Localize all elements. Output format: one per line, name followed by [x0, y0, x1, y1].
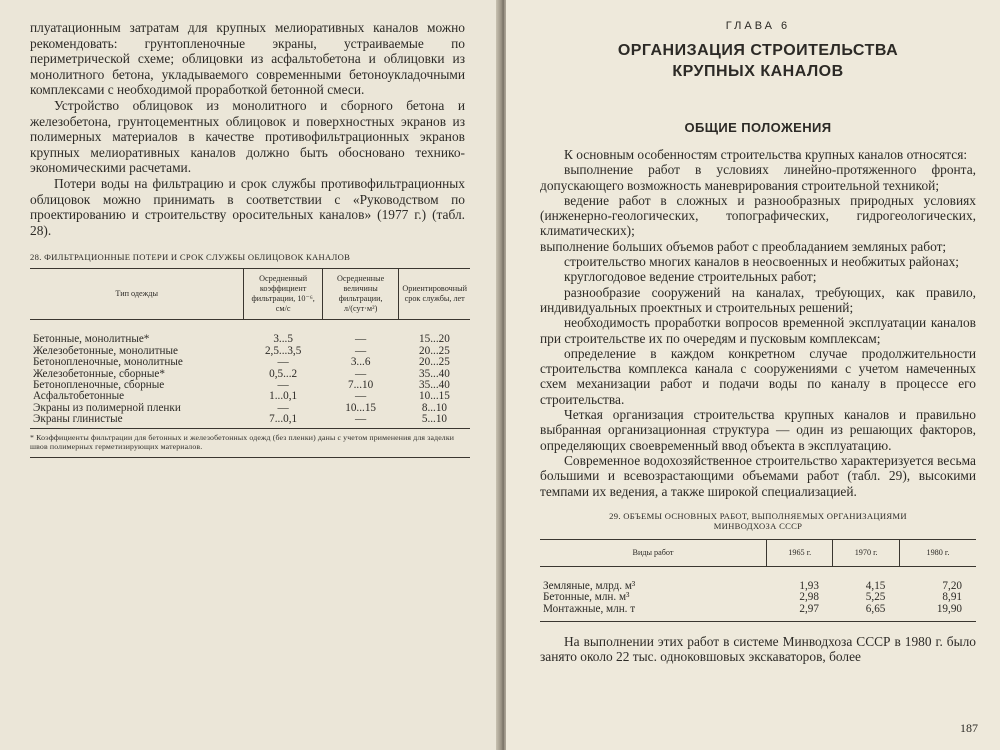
table-row	[30, 357, 470, 368]
table-cell: 7,20	[942, 579, 962, 592]
table-cell: —	[355, 367, 367, 380]
table-cell: 2,97	[799, 602, 819, 615]
column-header: Осредненный коэффициент фильтрации, 10⁻⁶, см/с	[244, 269, 322, 320]
paragraph: На выполнении этих работ в системе Минводхоза СССР в 1980 г. было занято около 22 тыс. одноковшовых экскаваторов, более	[540, 634, 976, 665]
paragraph: Потери воды на фильтрацию и срок службы противофильтрационных облицовок можно принимать в соответствии с «Руководством по проектированию и строительству оросительных каналов» (1977 г.) (табл. 28).	[30, 175, 465, 238]
table-cell: 0,5...2	[269, 367, 298, 380]
table-cell: 20...25	[419, 356, 450, 369]
table-cell: Земляные, млрд. м³	[543, 579, 636, 592]
paragraph: Современное водохозяйственное строительство характеризуется весьма большими и всевозрастающими объемами работ (табл. 29), высокими темпами их ведения, а также широкой специализацией.	[540, 452, 976, 499]
paragraph: Устройство облицовок из монолитного и сборного бетона и железобетона, грунтоцементных облицовок и поверхностных экранов из полимерных материалов в качестве противофильтрационных экранов крупных мелиоративных каналов должно быть обосновано технико-экономическими расчетами.	[30, 97, 465, 176]
column-header: Виды работ	[540, 539, 767, 566]
table-cell: 4,15	[865, 579, 886, 592]
column-header: Тип одежды	[30, 269, 244, 320]
list-paragraph: необходимость проработки вопросов временной эксплуатации каналов при строительстве их по очередям и пусковым комплексам;	[540, 315, 976, 346]
page-number: 187	[960, 721, 978, 735]
list-paragraph: ведение работ в сложных и разнообразных природных условиях (инженерно-геологических, топографических, гидрогеологических, климатических);	[540, 192, 976, 239]
right-page	[506, 0, 1000, 750]
table-cell: Бетонные, монолитные*	[33, 333, 150, 346]
column-header: 1965 г.	[767, 539, 833, 566]
table-28-footnote: * Коэффициенты фильтрации для бетонных и железобетонных одежд (без пленки) даны с учетом применения для заделки швов полимерных герметизирующих материалов.	[30, 428, 470, 451]
column-header: Осредненные величины фильтрации, л/(сут·м²)	[322, 269, 399, 320]
column-header: 1970 г.	[833, 539, 899, 566]
table-cell: 7...10	[348, 378, 374, 391]
table-row	[540, 566, 976, 592]
table-cell: 5...10	[421, 413, 448, 426]
table-cell: 8...10	[421, 401, 448, 414]
table-cell: 3...6	[350, 356, 371, 369]
table-cell: —	[277, 378, 289, 391]
table-cell: 10...15	[419, 390, 450, 403]
table-row	[540, 592, 976, 603]
table-header-row	[30, 269, 470, 320]
table-cell: 2,98	[799, 591, 819, 604]
table-cell: 20...25	[419, 344, 450, 357]
column-header: 1980 г.	[899, 539, 976, 566]
table-row	[30, 414, 470, 427]
table-cell: —	[355, 390, 367, 403]
table-cell: 1...0,1	[269, 390, 298, 403]
table-28	[30, 268, 470, 427]
list-paragraph: выполнение больших объемов работ с преобладанием земляных работ;	[540, 238, 947, 254]
list-paragraph: определение в каждом конкретном случае продолжительности строительства комплекса канала с сооружениями с учетом намеченных схем механизации работ и подачи воды по каналу в процессе его строительства.	[540, 345, 976, 407]
table-cell: 8,91	[942, 591, 962, 604]
table-cell: —	[355, 344, 367, 357]
list-paragraph: круглогодовое ведение строительных работ;	[564, 269, 817, 285]
table-header-row	[540, 539, 976, 566]
table-cell: —	[355, 333, 367, 346]
list-paragraph: строительство многих каналов в неосвоенных и необжитых районах;	[564, 254, 960, 270]
paragraph: Четкая организация строительства крупных каналов и правильно выбранная организационная структура — один из решающих факторов, определяющих своевременный ввод объекта в эксплуатацию.	[540, 407, 976, 453]
table-cell: Бетонные, млн. м³	[543, 591, 630, 604]
table-cell: 3...5	[273, 333, 293, 346]
table-cell: Бетонопленочные, сборные	[33, 378, 165, 391]
list-paragraph: разнообразие сооружений на каналах, требующих, как правило, индивидуальных проектных и строительных решений;	[540, 284, 976, 315]
table-cell: 7...0,1	[269, 413, 298, 426]
table-cell: 19,90	[936, 602, 962, 615]
table-cell: Монтажные, млн. т	[543, 602, 636, 615]
table-cell: 6,65	[865, 602, 886, 615]
table-cell: 1,93	[799, 579, 819, 592]
chapter-label: ГЛАВА 6	[725, 20, 791, 32]
table-cell: Экраны глинистые	[33, 413, 123, 426]
paragraph: К основным особенностям строительства крупных каналов относятся:	[564, 147, 968, 162]
section-title: ОБЩИЕ ПОЛОЖЕНИЯ	[684, 120, 832, 135]
table-cell: 15...20	[419, 333, 450, 346]
table-29-caption	[540, 511, 976, 531]
table-cell: —	[277, 401, 289, 414]
table-cell: 35...40	[419, 367, 450, 380]
table-cell: Железобетонные, монолитные	[33, 344, 178, 357]
chapter-title-line: ОРГАНИЗАЦИЯ СТРОИТЕЛЬСТВА	[617, 42, 899, 59]
table-cell: Экраны из полимерной пленки	[33, 401, 181, 414]
left-page-content	[30, 20, 465, 458]
table-28-caption: 28. ФИЛЬТРАЦИОННЫЕ ПОТЕРИ И СРОК СЛУЖБЫ ОБЛИЦОВОК КАНАЛОВ	[30, 252, 351, 263]
column-header: Ориентировочный срок службы, лет	[399, 269, 470, 320]
right-page-content	[540, 20, 976, 665]
table-cell: 5,25	[865, 591, 886, 604]
table-29	[540, 539, 976, 617]
chapter-title-line: КРУПНЫХ КАНАЛОВ	[672, 63, 844, 80]
table-cell: Бетонопленочные, монолитные	[33, 356, 183, 369]
chapter-title	[540, 40, 976, 82]
table-row	[540, 604, 976, 617]
table-cell: —	[277, 356, 289, 369]
table-cell: Асфальтобетонные	[33, 390, 125, 403]
table-29-end-rule	[540, 621, 976, 622]
table-cell: 35...40	[419, 378, 450, 391]
table-cell: 10...15	[345, 401, 376, 414]
table-cell: 2,5...3,5	[264, 344, 302, 357]
table-cell: Железобетонные, сборные*	[33, 367, 165, 380]
table-29-caption-line: 29. ОБЪЕМЫ ОСНОВНЫХ РАБОТ, ВЫПОЛНЯЕМЫХ ОРГАНИЗАЦИЯМИ	[609, 510, 907, 521]
paragraph: плуатационным затратам для крупных мелиоративных каналов можно рекомендовать: грунтопленочные экраны, устраиваемые по периметрической схеме; облицовки из асфальтобетона и облицовки из монолитного бетона, укладываемого современными бетоноукладочными комплексами с необходимой проработкой бетонной смеси.	[30, 20, 465, 98]
table-row	[30, 320, 470, 346]
table-28-end-rule	[30, 457, 470, 458]
table-cell: —	[355, 413, 367, 426]
list-paragraph: выполнение работ в условиях линейно-протяженного фронта, допускающего возможность маневрирования строительной техникой;	[540, 162, 976, 193]
table-29-caption-line: МИНВОДХОЗА СССР	[713, 520, 803, 531]
